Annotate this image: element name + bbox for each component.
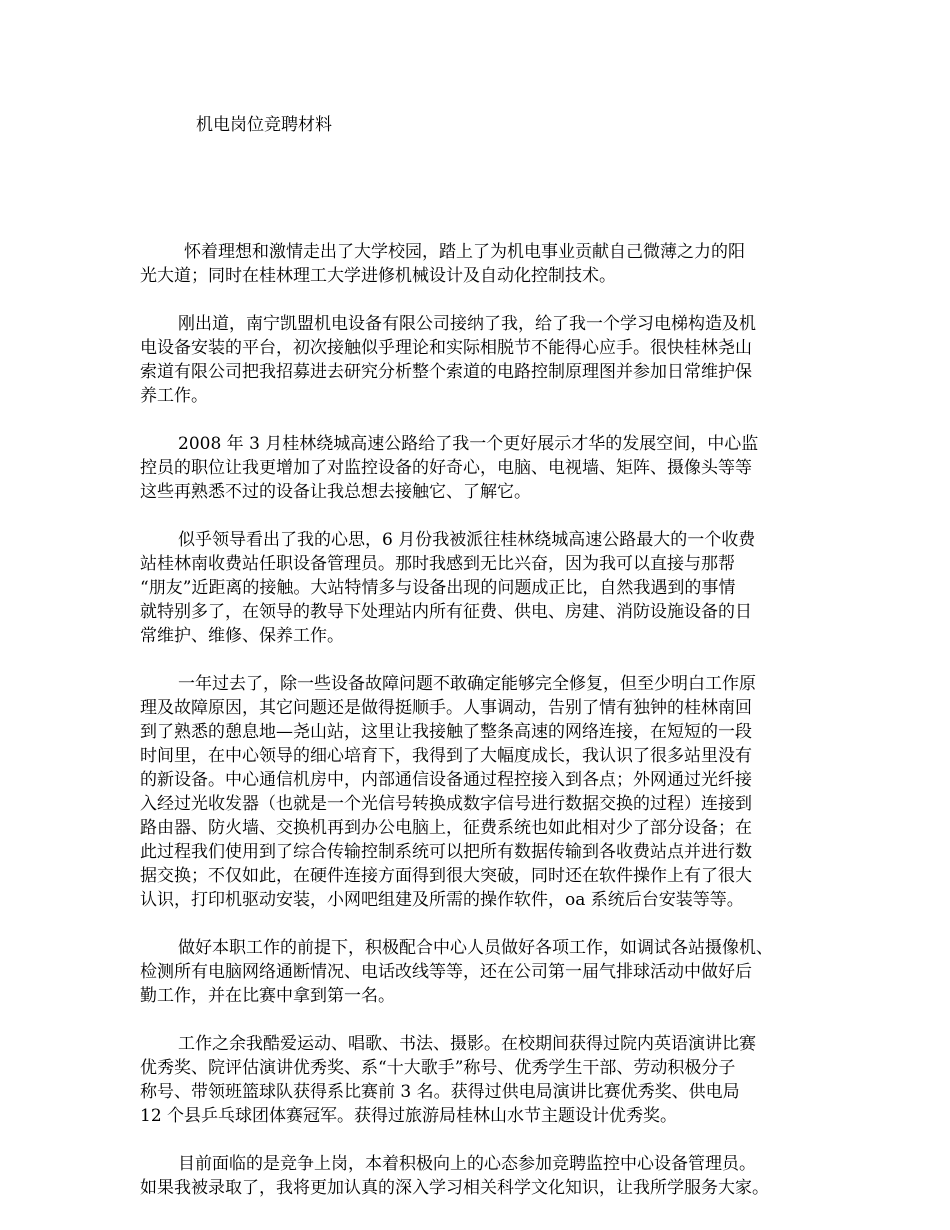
text-line: 养工作。 bbox=[140, 386, 208, 406]
text-line: 一年过去了，除一些设备故障问题不敢确定能够完全修复，但至少明白工作原 bbox=[178, 674, 756, 694]
text-line: 12 个县乒乓球团体赛冠军。获得过旅游局桂林山水节主题设计优秀奖。 bbox=[140, 1106, 678, 1126]
text-line: 常维护、维修、保养工作。 bbox=[140, 626, 344, 646]
paragraph-3 bbox=[140, 432, 830, 504]
text-line: 似乎领导看出了我的心思，6 月份我被派往桂林绕城高速公路最大的一个收费 bbox=[178, 530, 756, 550]
text-line: 路由器、防火墙、交换机再到办公电脑上，征费系统也如此相对少了部分设备；在 bbox=[140, 818, 752, 838]
text-line: 入经过光收发器（也就是一个光信号转换成数字信号进行数据交换的过程）连接到 bbox=[140, 794, 752, 814]
text-line: 就特别多了，在领导的教导下处理站内所有征费、供电、房建、消防设施设备的日 bbox=[140, 602, 752, 622]
text-line: 检测所有电脑网络通断情况、电话改线等等，还在公司第一届气排球活动中做好后 bbox=[140, 962, 752, 982]
text-line: 怀着理想和激情走出了大学校园，踏上了为机电事业贡献自己微薄之力的阳 bbox=[184, 242, 745, 262]
text-line: 此过程我们使用到了综合传输控制系统可以把所有数据传输到各收费站点并进行数 bbox=[140, 842, 752, 862]
paragraph-1 bbox=[140, 240, 830, 288]
text-line: 光大道；同时在桂林理工大学进修机械设计及自动化控制技术。 bbox=[140, 266, 616, 286]
text-line: 称号、带领班篮球队获得系比赛前 3 名。获得过供电局演讲比赛优秀奖、供电局 bbox=[140, 1082, 740, 1102]
paragraph-6 bbox=[140, 936, 830, 1008]
text-line: 据交换；不仅如此，在硬件连接方面得到很大突破，同时还在软件操作上有了很大 bbox=[140, 866, 752, 886]
text-line: 工作之余我酷爱运动、唱歌、书法、摄影。在校期间获得过院内英语演讲比赛 bbox=[178, 1034, 756, 1054]
text-line: 时间里，在中心领导的细心培育下，我得到了大幅度成长，我认识了很多站里没有 bbox=[140, 746, 752, 766]
paragraph-4 bbox=[140, 528, 830, 648]
text-line: 到了熟悉的憩息地—尧山站，这里让我接触了整条高速的网络连接，在短短的一段 bbox=[140, 722, 752, 742]
text-line: 2008 年 3 月桂林绕城高速公路给了我一个更好展示才华的发展空间，中心监 bbox=[178, 434, 759, 454]
text-line: 勤工作，并在比赛中拿到第一名。 bbox=[140, 986, 395, 1006]
document-title: 机电岗位竞聘材料 bbox=[196, 115, 332, 135]
text-line: “朋友”近距离的接触。大站特情多与设备出现的问题成正比，自然我遇到的事情 bbox=[140, 578, 736, 598]
text-line: 控员的职位让我更增加了对监控设备的好奇心，电脑、电视墙、矩阵、摄像头等等 bbox=[140, 458, 752, 478]
paragraph-8 bbox=[140, 1152, 830, 1200]
text-line: 的新设备。中心通信机房中，内部通信设备通过程控接入到各点；外网通过光纤接 bbox=[140, 770, 752, 790]
paragraph-2 bbox=[140, 312, 830, 408]
text-line: 目前面临的是竞争上岗，本着积极向上的心态参加竞聘监控中心设备管理员。 bbox=[178, 1154, 756, 1174]
text-line: 索道有限公司把我招募进去研究分析整个索道的电路控制原理图并参加日常维护保 bbox=[140, 362, 752, 382]
document-body bbox=[140, 240, 830, 1224]
paragraph-5 bbox=[140, 672, 830, 912]
text-line: 理及故障原因，其它问题还是做得挺顺手。人事调动，告别了情有独钟的桂林南回 bbox=[140, 698, 752, 718]
paragraph-7 bbox=[140, 1032, 830, 1128]
text-line: 做好本职工作的前提下，积极配合中心人员做好各项工作，如调试各站摄像机、 bbox=[178, 938, 773, 958]
text-line: 刚出道，南宁凯盟机电设备有限公司接纳了我，给了我一个学习电梯构造及机 bbox=[178, 314, 756, 334]
text-line: 站桂林南收费站任职设备管理员。那时我感到无比兴奋，因为我可以直接与那帮 bbox=[140, 554, 735, 574]
text-line: 电设备安装的平台，初次接触似乎理论和实际相脱节不能得心应手。很快桂林尧山 bbox=[140, 338, 752, 358]
text-line: 这些再熟悉不过的设备让我总想去接触它、了解它。 bbox=[140, 482, 531, 502]
text-line: 如果我被录取了，我将更加认真的深入学习相关科学文化知识，让我所学服务大家。 bbox=[140, 1178, 769, 1198]
text-line: 认识，打印机驱动安装，小网吧组建及所需的操作软件，oa 系统后台安装等等。 bbox=[140, 890, 744, 910]
text-line: 优秀奖、院评估演讲优秀奖、系“十大歌手”称号、优秀学生干部、劳动积极分子 bbox=[140, 1058, 736, 1078]
